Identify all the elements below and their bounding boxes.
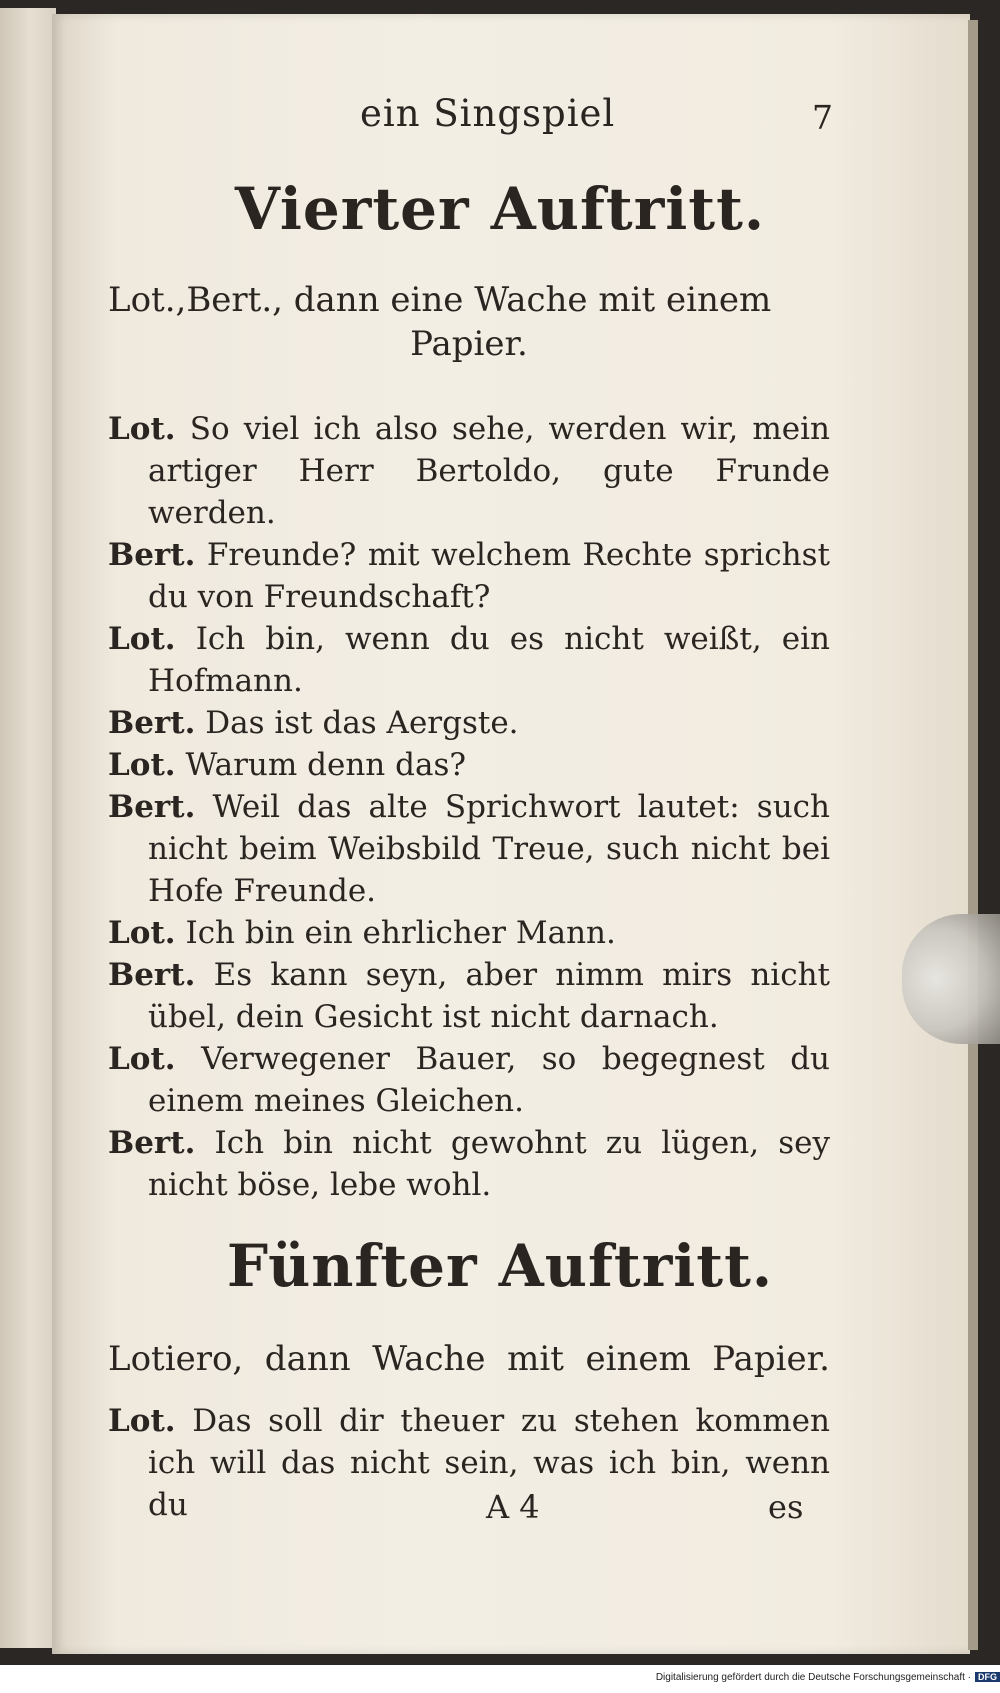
dialog-line (108, 1400, 830, 1526)
cast-list-scene5: Lotiero, dann Wache mit einem Papier. (108, 1339, 830, 1379)
speech: Ich bin ein ehrlicher Mann. (185, 915, 616, 951)
cast-list-scene4 (108, 278, 830, 366)
speech: Ich bin nicht gewohnt zu lügen, sey nicht böse, lebe wohl. (148, 1125, 830, 1203)
speaker: Lot. (108, 621, 176, 657)
speech: Warum denn das? (185, 747, 466, 783)
dialog-line (108, 534, 830, 618)
page-number: 7 (812, 98, 833, 137)
dialog-line (108, 408, 830, 534)
credit-text: Digitalisierung gefördert durch die Deutsche Forschungsgemeinschaft · (655, 1672, 971, 1683)
dfg-logo: DFG (975, 1672, 1000, 1682)
speaker: Bert. (108, 789, 196, 825)
dialog-line (108, 618, 830, 702)
dialog-line (108, 1122, 830, 1206)
digitization-credit (0, 1672, 1000, 1683)
speaker: Bert. (108, 957, 196, 993)
speaker: Lot. (108, 915, 176, 951)
dialog-line (108, 912, 830, 954)
cast-tail: Papier. (410, 324, 528, 364)
speech: Freunde? mit welchem Rechte sprichst du von Freundschaft? (148, 537, 830, 615)
dialog-line (108, 786, 830, 912)
speech: So viel ich also sehe, werden wir, mein artiger Herr Bertoldo, gute Frunde werden. (148, 411, 830, 531)
signature-mark: A 4 (486, 1488, 540, 1526)
dialog-scene4 (108, 408, 830, 1206)
speaker: Lot. (108, 1041, 176, 1077)
speech: Ich bin, wenn du es nicht weißt, ein Hofmann. (148, 621, 830, 699)
running-head: ein Singspiel (360, 92, 616, 135)
speech: Das soll dir theuer zu stehen kommen ich will das nicht sein, was ich bin, wenn du (148, 1403, 830, 1523)
speaker: Bert. (108, 537, 196, 573)
speaker: Bert. (108, 705, 196, 741)
speech: Das ist das Aergste. (205, 705, 519, 741)
dialog-line (108, 744, 830, 786)
dialog-scene5 (108, 1400, 830, 1526)
scene-heading-vierter: Vierter Auftritt. (234, 175, 766, 243)
speaker: Bert. (108, 1125, 196, 1161)
speaker: Lot. (108, 411, 176, 447)
dialog-line (108, 702, 830, 744)
speech: Verwegener Bauer, so begegnest du einem meines Gleichen. (148, 1041, 830, 1119)
speaker: Lot. (108, 1403, 176, 1439)
speech: Es kann seyn, aber nimm mirs nicht übel, dein Gesicht ist nicht darnach. (148, 957, 831, 1035)
catchword: es (768, 1488, 804, 1526)
dialog-line (108, 954, 830, 1038)
speaker: Lot. (108, 747, 176, 783)
speech: Weil das alte Sprichwort lautet: such nicht beim Weibsbild Treue, such nicht bei Hofe Freunde. (148, 789, 830, 909)
dialog-line (108, 1038, 830, 1122)
cast-main: Lot.,Bert., dann eine Wache mit einem (108, 280, 772, 320)
scene-heading-fuenfter: Fünfter Auftritt. (226, 1232, 774, 1300)
